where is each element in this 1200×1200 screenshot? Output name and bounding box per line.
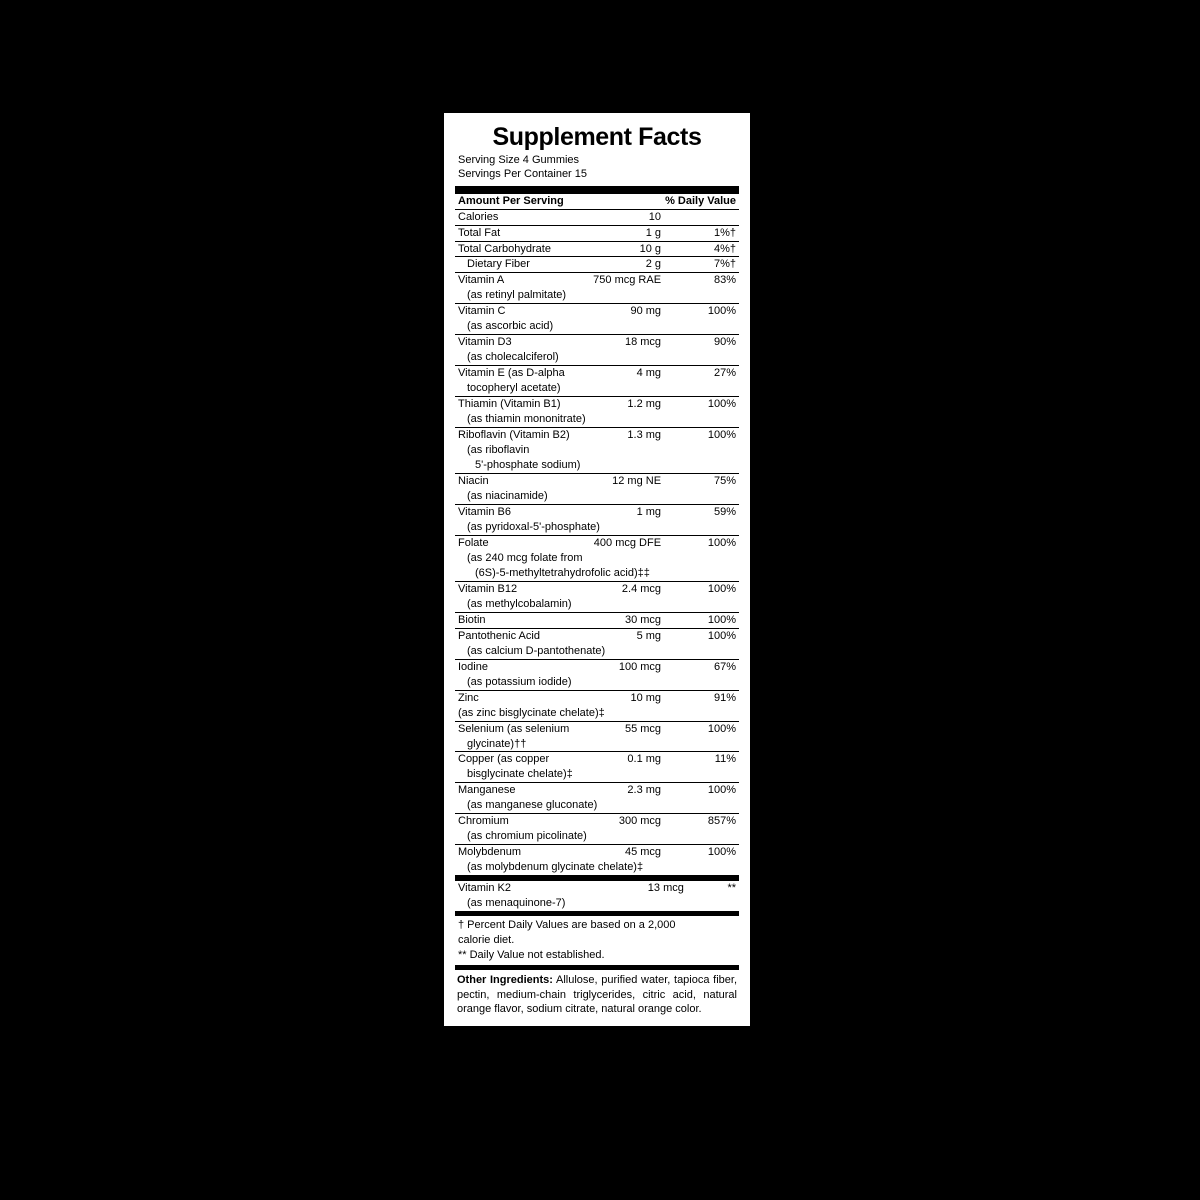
other-ingredients-label: Other Ingredients: [457, 974, 553, 987]
nutrient-name: Thiamin (Vitamin B1) [458, 398, 561, 411]
nutrient-amount: 30 mcg [592, 612, 665, 628]
table-row-source [455, 896, 739, 911]
table-row [455, 690, 739, 705]
nutrient-daily-value: 100% [707, 536, 736, 549]
nutrient-daily-value: 1%† [665, 225, 739, 241]
nutrient-name: Molybdenum [458, 846, 521, 859]
nutrient-source: (as methylcobalamin) [455, 597, 739, 612]
table-row-source [455, 381, 739, 396]
separated-nutrients-table [455, 881, 739, 911]
table-row [455, 241, 739, 257]
nutrient-amount: 45 mcg [624, 846, 662, 859]
nutrient-source: (as calcium D-pantothenate) [455, 644, 739, 659]
nutrient-daily-value: 100% [707, 305, 736, 318]
nutrient-daily-value: 100% [707, 846, 736, 859]
nutrient-source: (as chromium picolinate) [455, 829, 739, 844]
nutrient-name: Vitamin D3 [458, 336, 512, 349]
nutrient-name: Dietary Fiber [455, 257, 592, 273]
nutrient-amount: 1 mg [636, 505, 662, 518]
nutrient-daily-value: 91% [713, 691, 736, 704]
table-row [455, 397, 739, 412]
table-row [455, 504, 739, 519]
nutrient-amount: 90 mg [630, 305, 662, 318]
table-row-source-cont [455, 566, 739, 581]
nutrient-source: (as niacinamide) [455, 489, 739, 504]
nutrient-name: Chromium [458, 815, 509, 828]
table-row [455, 209, 739, 225]
table-row [455, 335, 739, 350]
nutrient-daily-value: 7%† [665, 257, 739, 273]
supplement-facts-panel [444, 113, 750, 1026]
table-row-source [455, 288, 739, 303]
nutrient-amount: 5 mg [636, 629, 662, 642]
footnote-1: calorie diet. [458, 933, 515, 946]
nutrient-daily-value: 27% [713, 367, 736, 380]
nutrient-daily-value: 100% [707, 722, 736, 735]
nutrient-source: (as ascorbic acid) [455, 319, 739, 334]
nutrient-source: (as thiamin mononitrate) [455, 412, 739, 427]
header-daily-value: % Daily Value [665, 194, 739, 209]
nutrient-name: Calories [455, 209, 592, 225]
nutrient-daily-value: 90% [713, 336, 736, 349]
nutrient-name: Iodine [458, 660, 488, 673]
nutrient-daily-value: ** [727, 882, 736, 895]
table-row-source [455, 737, 739, 752]
nutrient-amount: 1.2 mg [627, 398, 662, 411]
nutrient-source: (as manganese gluconate) [455, 798, 739, 813]
table-row [455, 721, 739, 736]
nutrient-name: Vitamin A [458, 274, 505, 287]
nutrient-daily-value: 67% [713, 660, 736, 673]
table-row-source [455, 829, 739, 844]
nutrient-name: Biotin [455, 612, 592, 628]
table-row [455, 474, 739, 489]
table-row [455, 428, 739, 443]
nutrient-source-continued: 5'-phosphate sodium) [455, 458, 739, 473]
nutrient-amount: 750 mcg RAE [593, 274, 662, 287]
footnote-0: † Percent Daily Values are based on a 2,000 [458, 919, 676, 932]
serving-size: Serving Size 4 Gummies [458, 154, 580, 166]
nutrient-source: glycinate)†† [455, 737, 739, 752]
nutrient-source: (as menaquinone-7) [467, 897, 566, 910]
nutrient-amount: 2.4 mcg [621, 582, 662, 595]
nutrient-daily-value: 100% [707, 398, 736, 411]
nutrient-name: Total Carbohydrate [455, 241, 592, 257]
nutrient-name: Manganese [458, 784, 516, 797]
footnote-2: ** Daily Value not established. [458, 948, 605, 961]
nutrient-amount: 13 mcg [647, 882, 684, 895]
nutrient-name: Riboflavin (Vitamin B2) [458, 429, 570, 442]
table-row-source [455, 860, 739, 875]
table-row [455, 366, 739, 381]
table-row-source [455, 675, 739, 690]
nutrient-daily-value: 100% [707, 429, 736, 442]
header-spacer [592, 194, 665, 209]
table-row [455, 881, 739, 896]
nutrient-source: (as zinc bisglycinate chelate)‡ [455, 706, 739, 721]
nutrient-source-continued: (6S)-5-methyltetrahydrofolic acid)‡‡ [455, 566, 739, 581]
nutrient-amount: 2.3 mg [627, 784, 662, 797]
divider-thick-top [455, 186, 739, 194]
table-row-source [455, 520, 739, 535]
nutrient-name: Folate [458, 536, 489, 549]
nutrient-amount: 55 mcg [624, 722, 662, 735]
nutrient-source: (as cholecalciferol) [455, 350, 739, 365]
table-row [455, 752, 739, 767]
table-row-source [455, 798, 739, 813]
other-ingredients-text: Allulose, purified water, tapioca fiber, pectin, medium-chain triglycerides, citric acid, natural orange flavor, sodium citrate, natural orange color. [457, 974, 737, 1015]
nutrient-daily-value: 75% [713, 475, 736, 488]
table-row-source [455, 489, 739, 504]
nutrient-source: (as molybdenum glycinate chelate)‡ [455, 860, 739, 875]
table-row-source [455, 597, 739, 612]
table-row [455, 257, 739, 273]
other-ingredients [455, 970, 739, 1018]
nutrient-amount: 1.3 mg [627, 429, 662, 442]
nutrient-name: Pantothenic Acid [458, 629, 540, 642]
nutrient-daily-value: 11% [714, 753, 736, 766]
table-row [455, 612, 739, 628]
table-row-source [455, 706, 739, 721]
nutrient-name: Vitamin E (as D-alpha [458, 367, 565, 380]
nutrient-amount: 1 g [592, 225, 665, 241]
nutrient-amount: 10 [592, 209, 665, 225]
nutrient-amount: 10 g [592, 241, 665, 257]
table-row-source [455, 551, 739, 566]
table-row-source [455, 644, 739, 659]
table-row-source [455, 443, 739, 458]
header-amount-per-serving: Amount Per Serving [455, 194, 592, 209]
nutrient-name: Total Fat [455, 225, 592, 241]
table-row [455, 535, 739, 550]
nutrient-source: tocopheryl acetate) [455, 381, 739, 396]
nutrient-daily-value [665, 209, 739, 225]
nutrient-source: (as retinyl palmitate) [455, 288, 739, 303]
nutrient-source: bisglycinate chelate)‡ [455, 767, 739, 782]
table-row [455, 304, 739, 319]
table-row-source [455, 350, 739, 365]
nutrient-name: Selenium (as selenium [458, 722, 570, 735]
nutrient-amount: 2 g [592, 257, 665, 273]
servings-per-container: Servings Per Container 15 [458, 168, 588, 181]
nutrient-source: (as potassium iodide) [455, 675, 739, 690]
nutrient-amount: 100 mcg [618, 660, 662, 673]
nutrient-daily-value: 100% [665, 612, 739, 628]
nutrient-daily-value: 100% [707, 582, 736, 595]
table-row-source [455, 319, 739, 334]
table-row [455, 814, 739, 829]
nutrient-name: Vitamin K2 [458, 882, 511, 895]
nutrient-daily-value: 59% [713, 505, 736, 518]
table-row [455, 225, 739, 241]
nutrient-name: Zinc [458, 691, 479, 704]
nutrient-daily-value: 4%† [665, 241, 739, 257]
table-row-source [455, 412, 739, 427]
nutrient-daily-value: 100% [707, 784, 736, 797]
nutrient-name: Vitamin B12 [458, 582, 518, 595]
table-row-source [455, 767, 739, 782]
nutrient-amount: 18 mcg [624, 336, 662, 349]
nutrient-source: (as riboflavin [467, 444, 530, 457]
nutrient-name: Vitamin C [458, 305, 506, 318]
panel-title: Supplement Facts [492, 123, 702, 151]
nutrient-amount: 0.1 mg [627, 753, 662, 766]
nutrient-amount: 10 mg [630, 691, 662, 704]
table-row-source-cont [455, 458, 739, 473]
nutrient-amount: 12 mg NE [612, 475, 662, 488]
nutrient-name: Niacin [458, 475, 489, 488]
table-row [455, 845, 739, 860]
nutrient-source: (as pyridoxal-5'-phosphate) [455, 520, 739, 535]
nutrient-daily-value: 100% [707, 629, 736, 642]
table-row [455, 581, 739, 596]
nutrients-table [455, 194, 739, 877]
table-row [455, 783, 739, 798]
footnotes [455, 916, 739, 965]
table-row [455, 659, 739, 674]
nutrient-amount: 300 mcg [618, 815, 662, 828]
nutrient-name: Copper (as copper [458, 753, 550, 766]
nutrient-source: (as 240 mcg folate from [467, 551, 583, 564]
nutrient-daily-value: 857% [707, 815, 736, 828]
nutrient-daily-value: 83% [713, 274, 736, 287]
nutrient-amount: 4 mg [636, 367, 662, 380]
nutrient-name: Vitamin B6 [458, 505, 511, 518]
table-header-row [455, 194, 739, 209]
table-row [455, 628, 739, 643]
table-row [455, 273, 739, 288]
nutrient-amount: 400 mcg DFE [593, 536, 662, 549]
